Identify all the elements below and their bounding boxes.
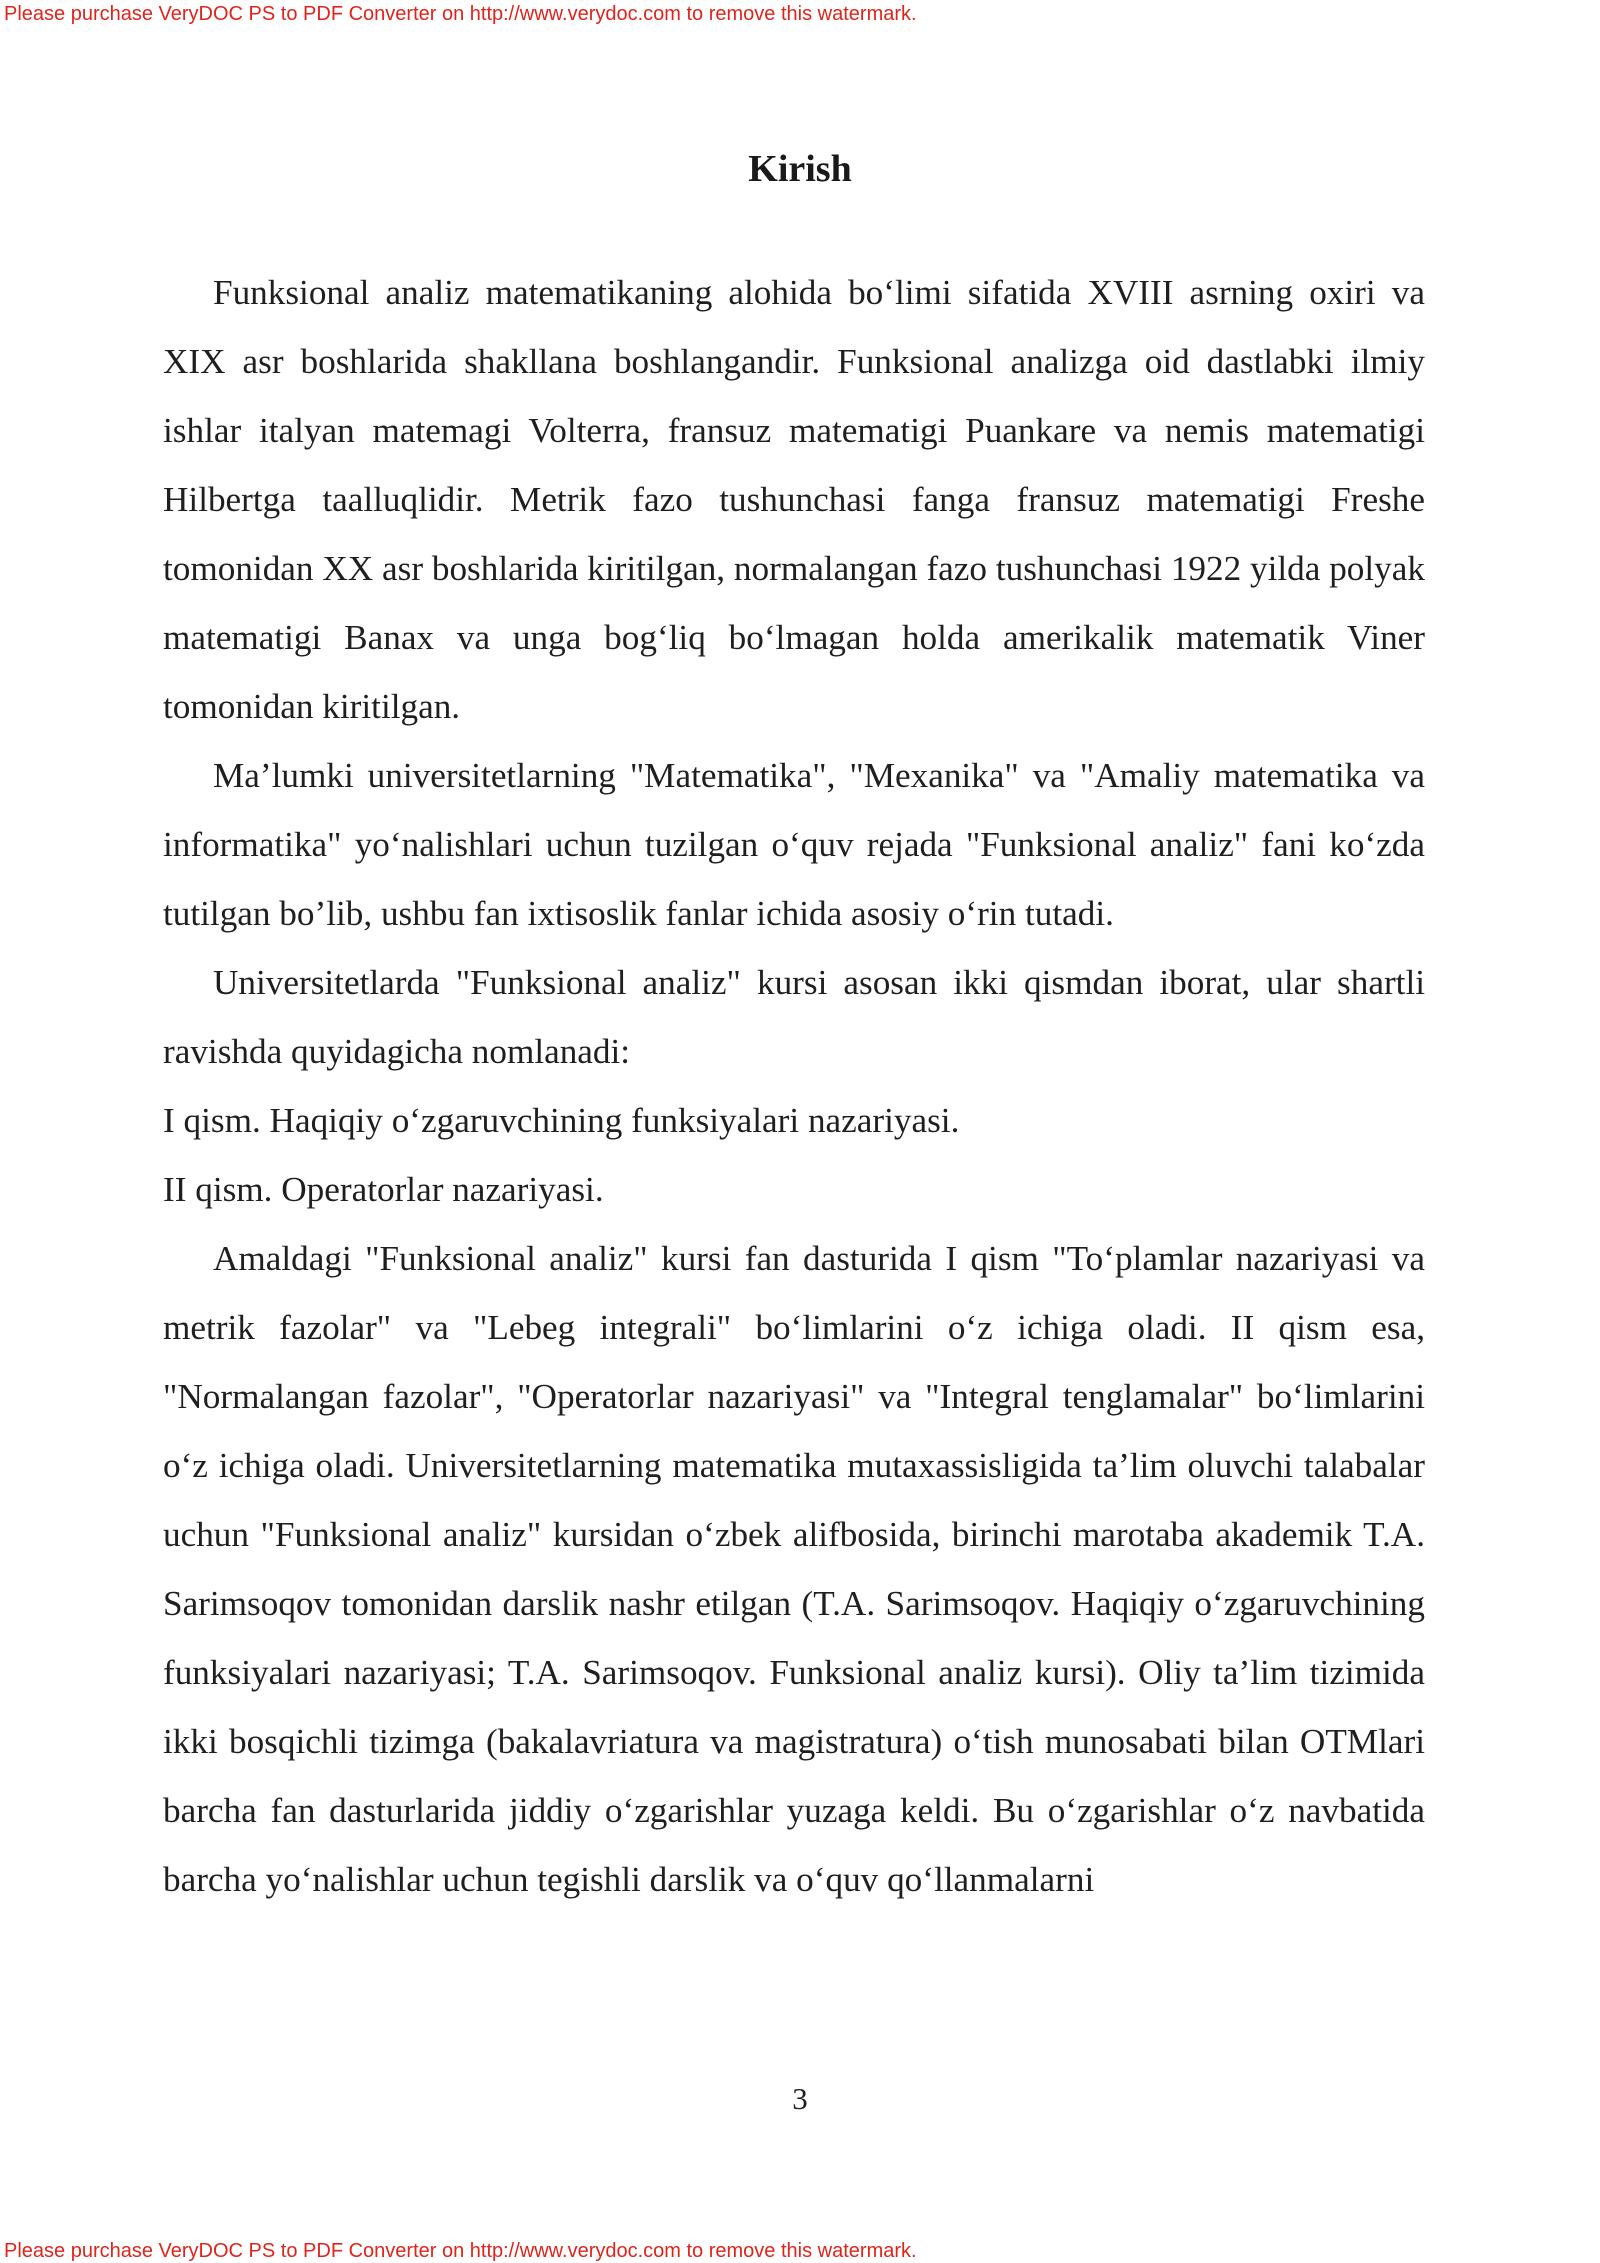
paragraph-curriculum: Ma’lumki universitetlarning "Matematika", "Mexanika" va "Amaliy matematika va informatika" yo‘nalishlari uchun tuzilgan o‘quv rejada "Funksional analiz" fani ko‘zda tutilgan bo’lib, ushbu fan ixtisoslik fanlar ichida asosiy o‘rin tutadi. bbox=[163, 756, 1425, 933]
watermark-top: Please purchase VeryDOC PS to PDF Converter on http://www.verydoc.com to remove this watermark. bbox=[4, 3, 917, 25]
paragraph-history: Funksional analiz matematikaning alohida bo‘limi sifatida XVIII asrning oxiri va XIX asr boshlarida shakllana boshlangandir. Funksional analizga oid dastlabki ilmiy ishlar italyan matemagi Volterra, fransuz matematigi Puankare va nemis matematigi Hilbertga taalluqlidir. Metrik fazo tushunchasi fanga fransuz matematigi Freshe tomonidan XX asr boshlarida kiritilgan, normalangan fazo tushunchasi 1922 yilda polyak matematigi Banax va unga bog‘liq bo‘lmagan holda amerikalik matematik Viner tomonidan kiritilgan. bbox=[163, 273, 1425, 726]
paragraph-part-two: II qism. Operatorlar nazariyasi. bbox=[163, 1170, 604, 1209]
document-body bbox=[163, 258, 1425, 1914]
page-title: Kirish bbox=[748, 148, 852, 190]
paragraph-program: Amaldagi "Funksional analiz" kursi fan dasturida I qism "To‘plamlar nazariyasi va metrik fazolar" va "Lebeg integrali" bo‘limlarini o‘z ichiga oladi. II qism esa, "Normalangan fazolar", "Operatorlar nazariyasi" va "Integral tenglamalar" bo‘limlarini o‘z ichiga oladi. Universitetlarning matematika mutaxassisligida ta’lim oluvchi talabalar uchun "Funksional analiz" kursidan o‘zbek alifbosida, birinchi marotaba akademik T.A. Sarimsoqov tomonidan darslik nashr etilgan (T.A. Sarimsoqov. Haqiqiy o‘zgaruvchining funksiyalari nazariyasi; T.A. Sarimsoqov. Funksional analiz kursi). Oliy ta’lim tizimida ikki bosqichli tizimga (bakalavriatura va magistratura) o‘tish munosabati bilan OTMlari barcha fan dasturlarida jiddiy o‘zgarishlar yuzaga keldi. Bu o‘zgarishlar o‘z navbatida barcha yo‘nalishlar uchun tegishli darslik va o‘quv qo‘llanmalarni bbox=[163, 1239, 1425, 1899]
page-number: 3 bbox=[792, 2081, 808, 2116]
paragraph-part-one: I qism. Haqiqiy o‘zgaruvchining funksiyalari nazariyasi. bbox=[163, 1101, 960, 1140]
watermark-bottom: Please purchase VeryDOC PS to PDF Converter on http://www.verydoc.com to remove this watermark. bbox=[4, 2240, 917, 2262]
paragraph-course-parts: Universitetlarda "Funksional analiz" kursi asosan ikki qismdan iborat, ular shartli ravishda quyidagicha nomlanadi: bbox=[163, 963, 1425, 1071]
